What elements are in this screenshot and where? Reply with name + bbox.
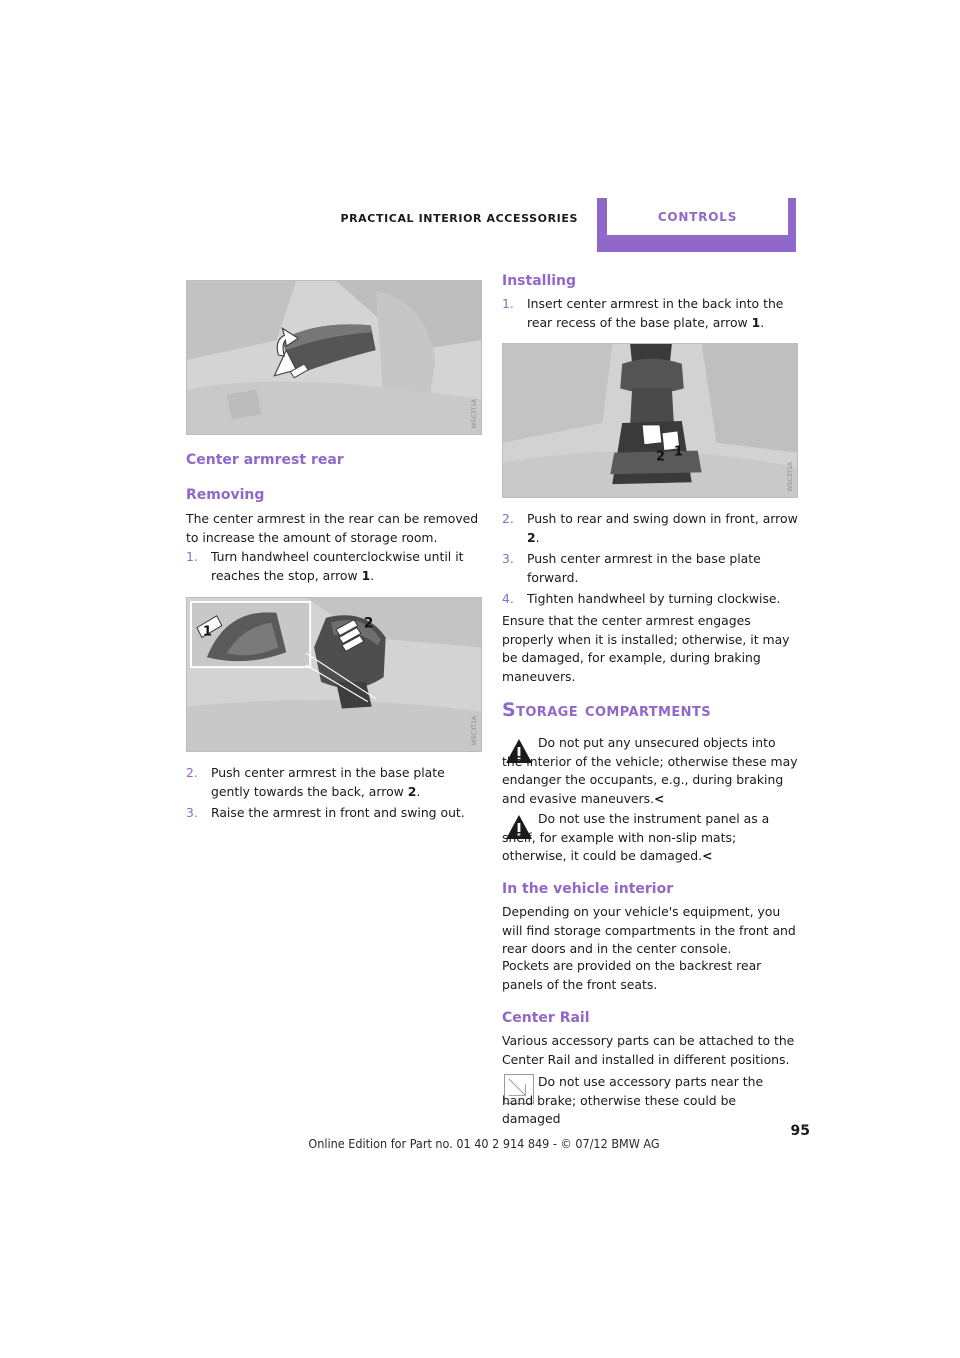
step-number: 2. xyxy=(502,511,514,526)
step-number: 3. xyxy=(502,551,514,566)
photo-reference-code: W5C3T1A xyxy=(471,715,478,745)
header-chapter-tab xyxy=(597,198,796,252)
photo-reference-code: W5C3T1A xyxy=(787,461,794,491)
removing-step-2: 2. Push center armrest in the base plate gently towards the back, arrow 2. xyxy=(186,765,445,799)
svg-text:1: 1 xyxy=(673,444,683,460)
page-number: 95 xyxy=(790,1123,810,1139)
heading-removing: Removing xyxy=(186,487,265,503)
step-number: 1. xyxy=(186,549,198,564)
step-number: 1. xyxy=(502,296,514,311)
removing-step-1: 1. Turn handwheel counterclockwise until it reaches the stop, arrow 1. xyxy=(186,549,464,583)
installing-step-4: 4. Tighten handwheel by turning clockwise. xyxy=(502,590,798,609)
online-edition-footer: Online Edition for Part no. 01 40 2 914 849 - © 07/12 BMW AG xyxy=(308,1136,660,1151)
armrest-lift-illustration xyxy=(187,281,481,434)
heading-center-rail: Center Rail xyxy=(502,1010,590,1026)
header-chapter-label: CONTROLS xyxy=(657,209,738,224)
svg-text:1: 1 xyxy=(202,624,212,640)
heading-installing: Installing xyxy=(502,273,577,289)
vehicle-interior-paragraph-1: Depending on your vehicle's equipment, you will find storage compartments in the front and rear doors and in the center console. xyxy=(502,904,796,956)
removing-intro: The center armrest in the rear can be removed to increase the amount of storage room. xyxy=(186,511,479,545)
header-section-title: PRACTICAL INTERIOR ACCESSORIES xyxy=(340,212,578,225)
armrest-install-illustration xyxy=(503,344,797,497)
page-header xyxy=(0,198,960,252)
heading-center-armrest-rear: Center armrest rear xyxy=(186,452,344,468)
step-number: 2. xyxy=(186,765,198,780)
armrest-lift-photo xyxy=(186,280,482,435)
installing-step-3: 3. Push center armrest in the base plate forward. xyxy=(502,551,761,585)
heading-storage-compartments: Storage compartments xyxy=(502,699,711,721)
installing-step-2: 2. Push to rear and swing down in front, arrow 2. xyxy=(502,511,798,545)
photo-reference-code: W5C3T1A xyxy=(471,398,478,428)
warning-instrument-panel: Do not use the instrument panel as a shelf, for example with non-slip mats; otherwise, it could be damaged.< xyxy=(502,811,770,863)
installing-step-1: 1. Insert center armrest in the back into the rear recess of the base plate, arrow 1. xyxy=(502,296,784,330)
ensure-engage-paragraph: Ensure that the center armrest engages properly when it is installed; otherwise, it may be damaged, for example, during braking maneuvers. xyxy=(502,613,790,684)
armrest-handwheel-illustration xyxy=(187,598,481,751)
vehicle-interior-paragraph-2: Pockets are provided on the backrest rear panels of the front seats. xyxy=(502,958,762,992)
removing-step-3: 3. Raise the armrest in front and swing out. xyxy=(186,804,482,823)
note-hand-brake: Do not use accessory parts near the hand brake; otherwise these could be damaged xyxy=(502,1074,764,1126)
warning-unsecured-objects: Do not put any unsecured objects into the interior of the vehicle; otherwise these may endanger the occupants, e.g., during braking and evasive maneuvers.< xyxy=(502,735,798,806)
step-number: 3. xyxy=(186,805,198,820)
center-rail-paragraph: Various accessory parts can be attached to the Center Rail and installed in different positions. xyxy=(502,1033,795,1067)
svg-text:2: 2 xyxy=(655,449,665,465)
step-number: 4. xyxy=(502,591,514,606)
heading-vehicle-interior: In the vehicle interior xyxy=(502,881,674,897)
armrest-handwheel-photo xyxy=(186,597,482,752)
armrest-install-photo xyxy=(502,343,798,498)
svg-text:2: 2 xyxy=(363,615,374,632)
